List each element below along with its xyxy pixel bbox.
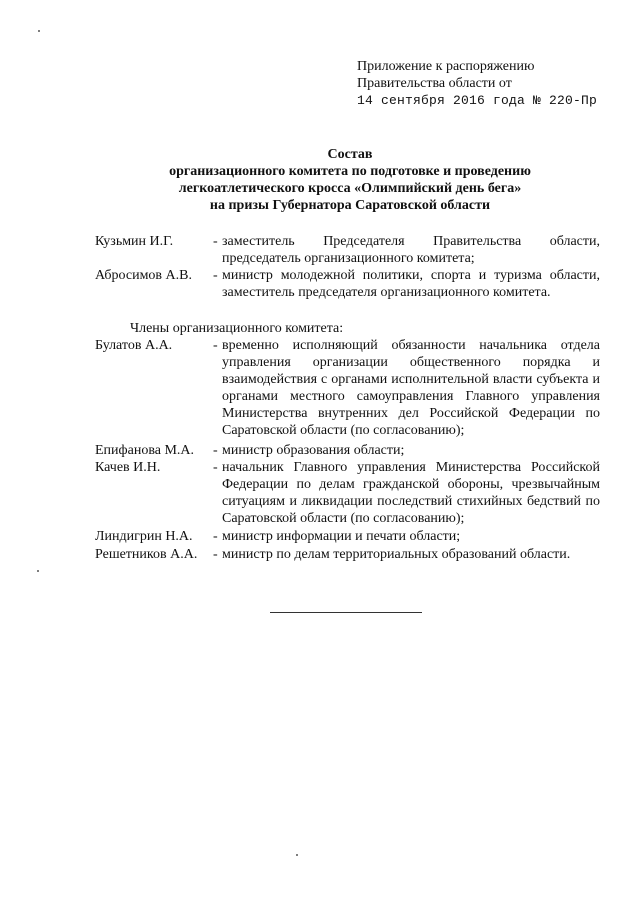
- member-description: заместитель Председателя Правительства области, председатель организационного комитета;: [222, 234, 600, 266]
- title-line-2: организационного комитета по подготовке и проведению: [169, 164, 531, 179]
- appendix-line-1: Приложение к распоряжению: [357, 59, 535, 74]
- member-dash: -: [213, 268, 218, 283]
- member-description: начальник Главного управления Министерства Российской Федерации по делам гражданской обороны, чрезвычайным ситуациям и ликвидации последствий стихийных бедствий по Саратовской области (по согласованию);: [222, 460, 600, 526]
- member-row: [95, 459, 600, 527]
- member-dash: -: [213, 338, 218, 353]
- member-dash: -: [213, 443, 218, 458]
- appendix-header: [357, 58, 597, 109]
- member-description: министр информации и печати области;: [222, 529, 461, 544]
- member-row: [95, 528, 600, 545]
- member-name: Епифанова М.А.: [95, 443, 195, 458]
- scan-speck: [37, 570, 39, 572]
- member-name: Решетников А.А.: [95, 547, 198, 562]
- member-name: Линдигрин Н.А.: [95, 529, 193, 544]
- member-name: Булатов А.А.: [95, 338, 173, 353]
- committee-chair-row: [95, 233, 600, 267]
- member-row: [95, 546, 600, 563]
- appendix-line-2: Правительства области от: [357, 76, 512, 91]
- title-line-4: на призы Губернатора Саратовской области: [209, 198, 491, 213]
- member-name: Кузьмин И.Г.: [95, 234, 174, 249]
- title-line-1: Состав: [327, 147, 373, 162]
- scan-speck: [38, 30, 40, 32]
- member-row: [95, 442, 600, 459]
- member-dash: -: [213, 460, 218, 475]
- member-name: Качев И.Н.: [95, 460, 161, 475]
- member-description: министр по делам территориальных образований области.: [222, 547, 571, 562]
- committee-deputy-row: [95, 267, 600, 301]
- member-dash: -: [213, 234, 218, 249]
- member-description: временно исполняющий обязанности начальника отдела управления организации общественного порядка и взаимодействия с органами исполнительной власти субъекта и органами местного самоуправления Главного управления Министерства внутренних дел Российской Федерации по Саратовской области (по согласованию);: [222, 338, 600, 438]
- member-row: [95, 337, 600, 439]
- members-heading: Члены организационного комитета:: [130, 321, 344, 336]
- member-name: Абросимов А.В.: [95, 268, 192, 283]
- scan-speck: [296, 854, 298, 856]
- closing-rule-line: [270, 612, 422, 613]
- member-description: министр образования области;: [222, 443, 405, 458]
- title-line-3: легкоатлетического кросса «Олимпийский день бега»: [178, 181, 522, 196]
- member-dash: -: [213, 547, 218, 562]
- appendix-date-number: 14 сентября 2016 года № 220-Пр: [357, 93, 598, 108]
- document-title: [60, 146, 640, 214]
- member-description: министр молодежной политики, спорта и туризма области, заместитель председателя организационного комитета.: [222, 268, 600, 300]
- member-dash: -: [213, 529, 218, 544]
